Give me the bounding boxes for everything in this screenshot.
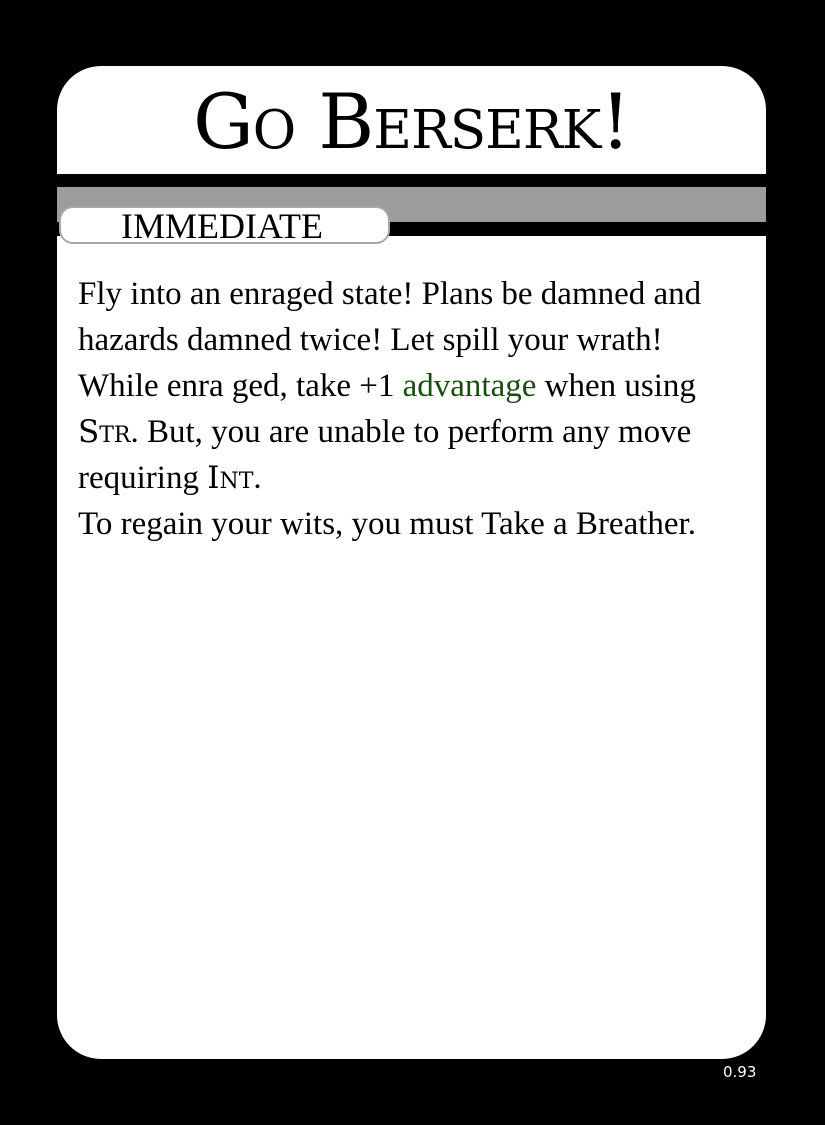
stat-str: Str [78,414,131,450]
card-body [78,271,760,547]
body-paragraph-recovery: To regain your wits, you must Take a Breather. [78,506,696,542]
type-badge [59,206,390,244]
type-label: IMMEDIATE [121,206,323,246]
effect-text-1: While enra ged, take +1 [78,368,403,404]
stat-int: Int [207,460,254,496]
card [57,66,766,1059]
effect-text-3: . But, you are unable to perform any move requiring [78,414,692,496]
keyword-advantage: advantage [402,368,537,404]
effect-text-4: . [253,460,262,496]
version-number: 0.93 [723,1063,757,1081]
body-paragraph-intro: Fly into an enraged state! Plans be damned and hazards damned twice! Let spill your wrath! [78,276,702,358]
effect-text-2: when using [536,368,696,404]
card-title: Go Berserk! [193,77,630,166]
body-paragraph-effect [78,363,760,501]
